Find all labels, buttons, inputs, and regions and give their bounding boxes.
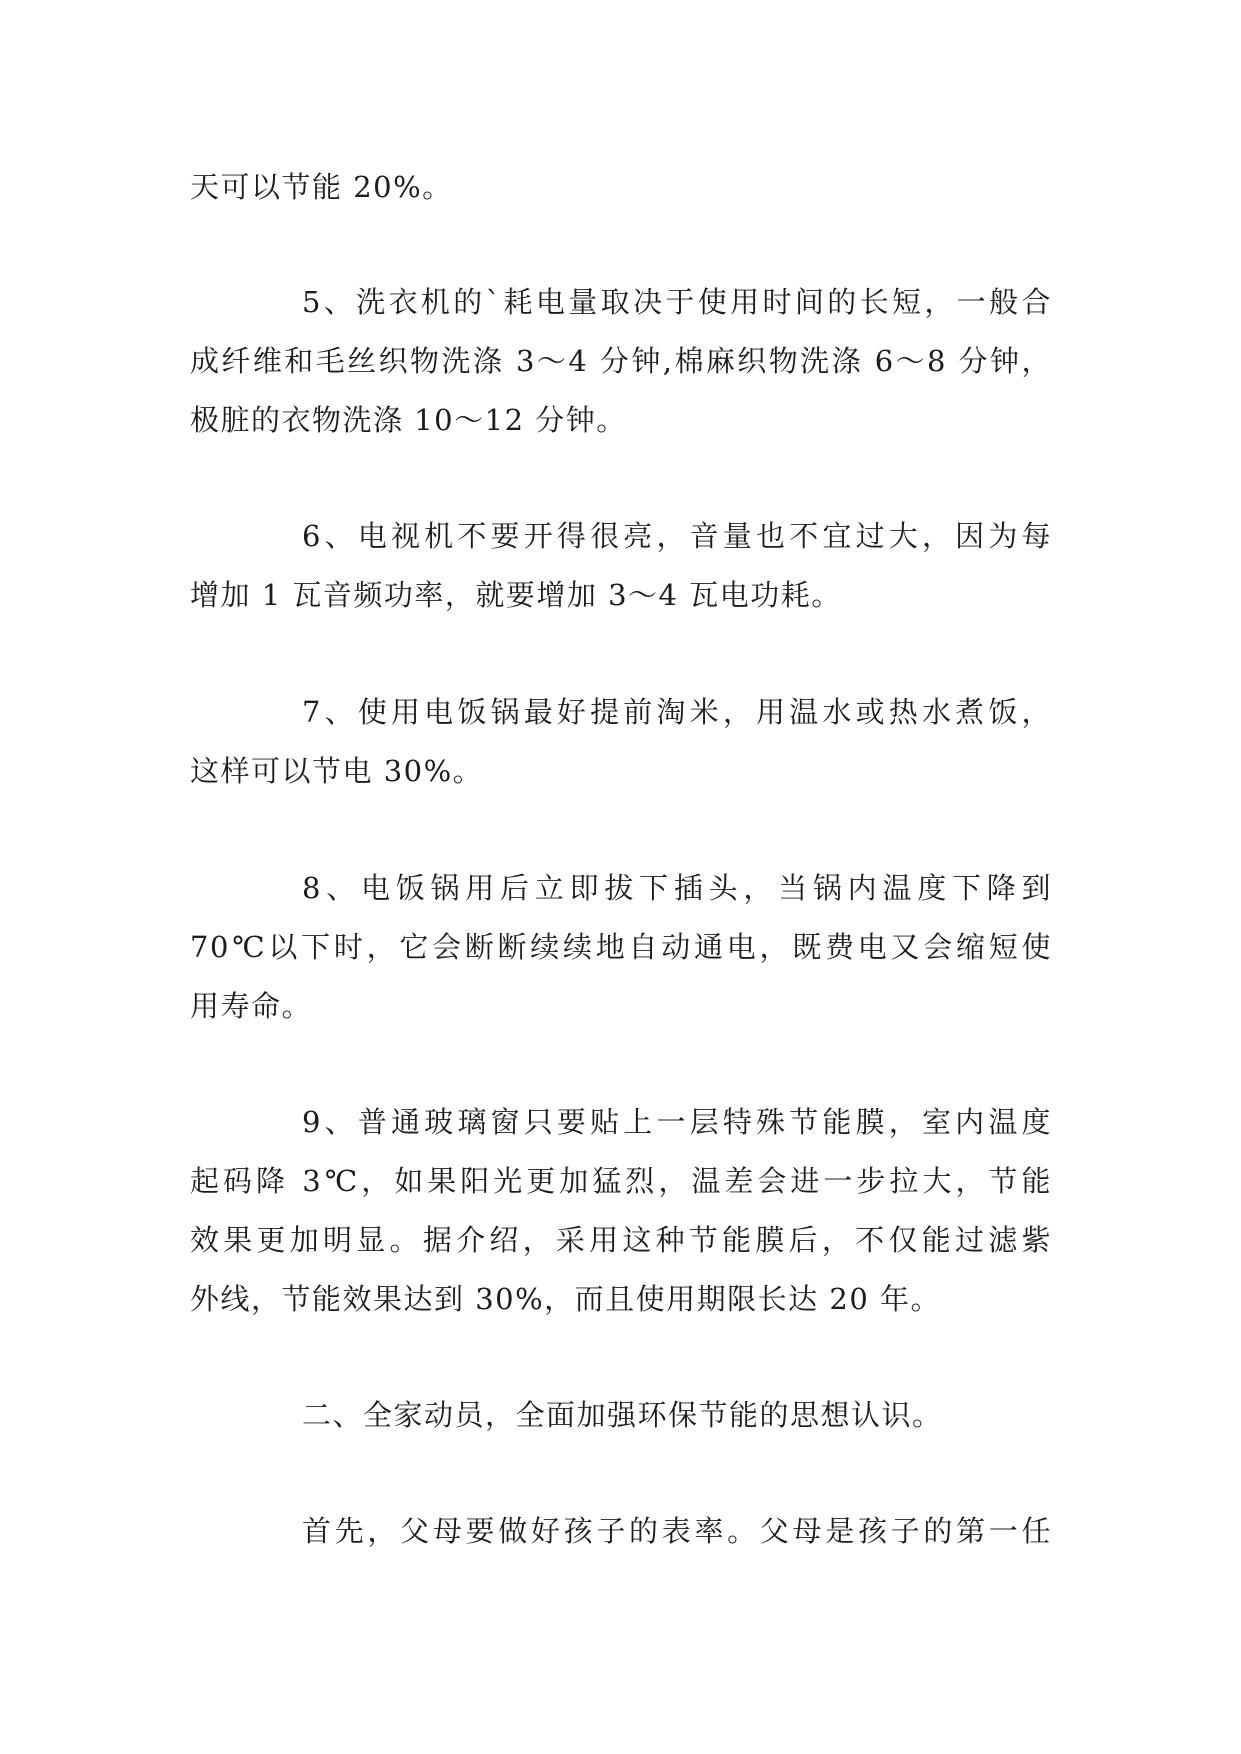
paragraph-rice-cooker-soak [190,683,1052,801]
text-line: 这样可以节电 30%。 [190,754,484,788]
text-line: 70℃以下时，它会断断续续地自动通电，既费电又会缩短使 [190,930,1052,964]
paragraph-parents-example [190,1502,1052,1561]
text-line: 7、使用电饭锅最好提前淘米，用温水或热水煮饭， [302,695,1052,729]
text-line: 用寿命。 [190,989,313,1023]
text-line: 成纤维和毛丝织物洗涤 3～4 分钟,棉麻织物洗涤 6～8 分钟， [190,344,1052,378]
section-heading [190,1386,1052,1445]
paragraph-window-film [190,1093,1052,1329]
text-line: 8、电饭锅用后立即拔下插头，当锅内温度下降到 [302,871,1052,905]
paragraph-rice-cooker-unplug [190,859,1052,1036]
text-line: 9、普通玻璃窗只要贴上一层特殊节能膜，室内温度 [302,1105,1052,1139]
text-line: 5、洗衣机的`耗电量取决于使用时间的长短，一般合 [302,285,1052,319]
text-line: 效果更加明显。据介绍，采用这种节能膜后，不仅能过滤紫 [190,1223,1052,1257]
text-line: 天可以节能 20%。 [190,170,453,204]
paragraph-continuation [190,158,1052,217]
text-line: 外线，节能效果达到 30%，而且使用期限长达 20 年。 [190,1282,942,1316]
text-line: 起码降 3℃，如果阳光更加猛烈，温差会进一步拉大，节能 [190,1164,1052,1198]
text-line: 6、电视机不要开得很亮，音量也不宜过大，因为每 [302,519,1052,553]
paragraph-television [190,507,1052,625]
paragraph-washing-machine [190,273,1052,450]
text-line: 极脏的衣物洗涤 10～12 分钟。 [190,403,627,437]
text-line: 二、全家动员，全面加强环保节能的思想认识。 [302,1398,943,1432]
text-line: 增加 1 瓦音频功率，就要增加 3～4 瓦电功耗。 [190,578,842,612]
text-line: 首先，父母要做好孩子的表率。父母是孩子的第一任 [302,1514,1052,1548]
